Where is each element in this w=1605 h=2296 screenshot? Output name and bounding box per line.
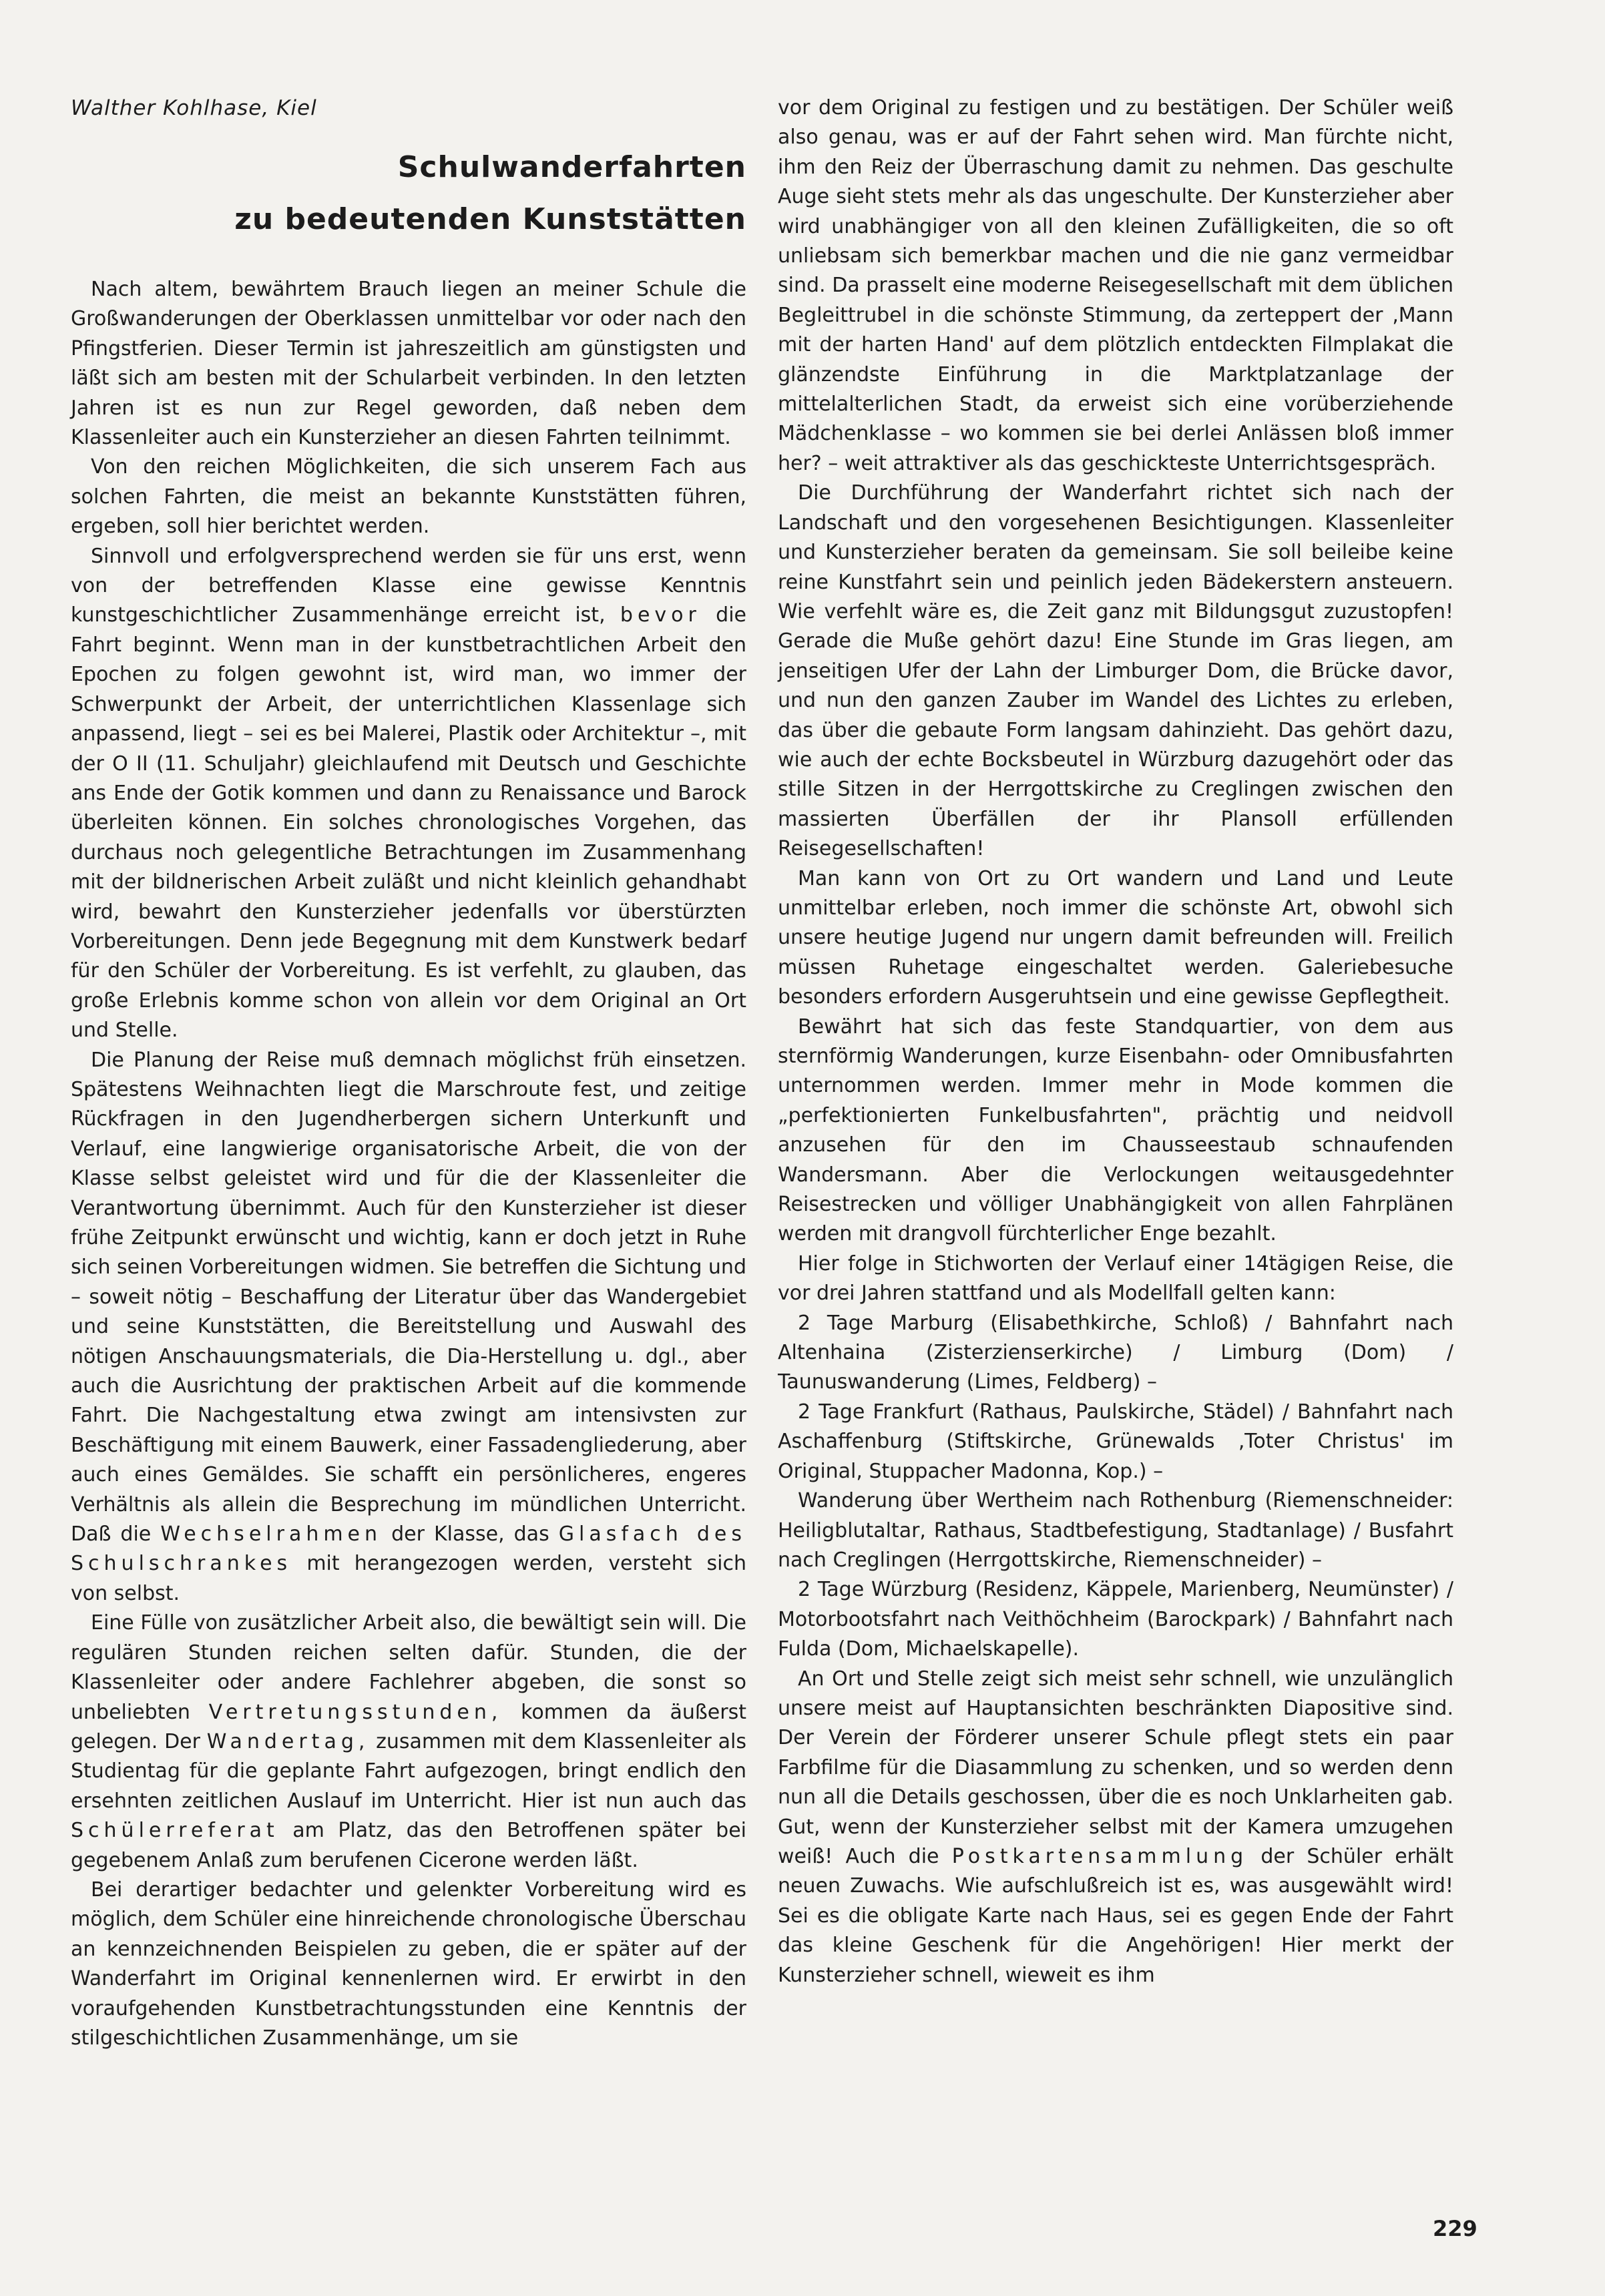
- right-column: [778, 93, 1453, 1990]
- text-run: zusammen mit dem Klassenleiter als Studientag für die geplante Fahrt aufgezogen, bringt endlich den ersehnten zeitlichen Auslauf im Unterricht. Hier ist nun auch das: [71, 1729, 746, 1813]
- page-number: 229: [1433, 2216, 1477, 2241]
- paragraph: Hier folge in Stichworten der Verlauf einer 14tägigen Reise, die vor drei Jahren stattfand und als Modellfall gelten kann:: [778, 1251, 1453, 1306]
- text-run: mit herangezogen werden, versteht sich von selbst.: [71, 1552, 746, 1605]
- paragraph: vor dem Original zu festigen und zu bestätigen. Der Schüler weiß also genau, was er auf der Fahrt sehen wird. Man fürchte nicht, ihm den Reiz der Überraschung damit zu nehmen. Das geschulte Auge sieht stets mehr als das ungeschulte. Der Kunsterzieher aber wird unabhängiger von all den kleinen Zufälligkeiten, die so oft unliebsam sich bemerkbar machen und die nie ganz vermeidbar sind. Da prasselt eine moderne Reisegesellschaft mit dem üblichen Begleittrubel in die schönste Stimmung, da zerteppert der ‚Mann mit der harten Hand' auf dem plötzlich entdeckten Filmplakat die glänzendste Einführung in die Marktplatzanlage der mittelalterlichen Stadt, da erweist sich eine vorüberziehende Mädchenklasse – wo kommen sie bei derlei Anlässen bloß immer her? – weit attraktiver als das geschickteste Unterrichtsgespräch.: [778, 96, 1453, 475]
- itinerary-item: Wanderung über Wertheim nach Rothenburg (Riemenschneider: Heiligblutaltar, Rathaus, Stadtbefestigung, Stadtanlage) / Busfahrt nach Creglingen (Herrgottskirche, Riemenschneider) –: [778, 1489, 1453, 1572]
- text-run: der Klasse, das: [391, 1522, 549, 1546]
- paragraph: Man kann von Ort zu Ort wandern und Land und Leute unmittelbar erleben, noch immer die schönste Art, obwohl sich unsere heutige Jugend nur ungern damit befreunden will. Freilich müssen Ruhetage eingeschaltet werden. Galeriebesuche besonders erfordern Ausgeruhtsein und eine gewisse Gepflegtheit.: [778, 866, 1453, 1009]
- spaced-emphasis: bevor: [620, 603, 701, 627]
- spaced-emphasis: Glasfach des Schulschrankes: [71, 1522, 746, 1576]
- paragraph: Nach altem, bewährtem Brauch liegen an meiner Schule die Großwanderungen der Oberklassen unmittelbar vor oder nach den Pfingstferien. Dieser Termin ist jahreszeitlich am günstigsten und läßt sich am besten mit der Schularbeit verbinden. In den letzten Jahren ist es nun zur Regel geworden, daß neben dem Klassenleiter auch ein Kunsterzieher an diesen Fahrten teilnimmt.: [71, 278, 746, 450]
- text-run: die Fahrt beginnt. Wenn man in der kunstbetrachtlichen Arbeit den Epochen zu folgen gewohnt ist, wird man, wo immer der Schwerpunkt der Arbeit, der unterrichtlichen Klassenlage sich anpassend, liegt – sei es bei Malerei, Plastik oder Architektur –, mit der O II (11. Schuljahr) gleichlaufend mit Deutsch und Geschichte ans Ende der Gotik kommen und dann zu Renaissance und Barock überleiten können. Ein solches chronologisches Vorgehen, das durchaus noch gelegentliche Betrachtungen im Zusammenhang mit der bildnerischen Arbeit zuläßt und nicht kleinlich gehandhabt wird, bewahrt den Kunsterzieher jedenfalls vor überstürzten Vorbereitungen. Denn jede Begegnung mit dem Kunstwerk bedarf für den Schüler der Vorbereitung. Es ist verfehlt, zu glauben, das große Erlebnis komme schon von allein vor dem Original an Ort und Stelle.: [71, 603, 746, 1043]
- left-column: [71, 93, 746, 2053]
- text-run: am Platz, das den Betroffenen später bei gegebenem Anlaß zum berufenen Cicerone werden läßt.: [71, 1819, 746, 1872]
- spaced-emphasis: Postkartensammlung: [951, 1844, 1248, 1868]
- spaced-emphasis: Vertretungsstunden,: [208, 1700, 503, 1724]
- text-run: An Ort und Stelle zeigt sich meist sehr schnell, wie unzulänglich unsere meist auf Hauptansichten beschränkten Diapositive sind. Der Verein der Förderer unserer Schule pflegt stets ein paar Farbfilme für die Diasammlung zu schenken, und so werden denn nun all die Details geschossen, über die es noch Unklarheiten gab. Gut, wenn der Kunsterzieher selbst mit der Kamera umzugehen weiß! Auch die: [778, 1667, 1453, 1868]
- paragraph: [71, 1609, 746, 1876]
- text-run: kommen da äußerst gelegen. Der: [71, 1700, 746, 1753]
- text-run: Die Planung der Reise muß demnach möglichst früh einsetzen. Spätestens Weihnachten liegt die Marschroute fest, und zeitige Rückfragen in den Jugendherbergen sichern Unterkunft und Verlauf, eine langwierige organisatorische Arbeit, die von der Klasse selbst geleistet wird und für die der Klassenleiter die Verantwortung übernimmt. Auch für den Kunsterzieher ist dieser frühe Zeitpunkt erwünscht und wichtig, kann er doch jetzt in Ruhe sich seinen Vorbereitungen widmen. Sie betreffen die Sichtung und – soweit nötig – Beschaffung der Literatur über das Wandergebiet und seine Kunststätten, die Bereitstellung und Auswahl des nötigen Anschauungsmaterials, die Dia-Herstellung u. dgl., aber auch die Ausrichtung der praktischen Arbeit auf die kommende Fahrt. Die Nachgestaltung etwa zwingt am intensivsten zur Beschäftigung mit einem Bauwerk, einer Fassadengliederung, aber auch eines Gemäldes. Sie schafft ein persönlicheres, engeres Verhältnis als allein die Besprechung im mündlichen Unterricht. Daß die: [71, 1048, 746, 1546]
- text-run: Sinnvoll und erfolgversprechend werden sie für uns erst, wenn von der betreffenden Klasse eine gewisse Kenntnis kunstgeschichtlicher Zusammenhänge erreicht ist,: [71, 544, 746, 627]
- paragraph: Bei derartiger bedachter und gelenkter Vorbereitung wird es möglich, dem Schüler eine hinreichende chronologische Überschau an kennzeichnenden Beispielen zu geben, die er später auf der Wanderfahrt im Original kennenlernen wird. Er erwirbt in den voraufgehenden Kunstbetrachtungsstunden eine Kenntnis der stilgeschichtlichen Zusammenhänge, um sie: [71, 1878, 746, 2050]
- paragraph: [71, 542, 746, 1046]
- spaced-emphasis: Wandertag,: [206, 1729, 370, 1753]
- itinerary-item: 2 Tage Frankfurt (Rathaus, Paulskirche, Städel) / Bahnfahrt nach Aschaffenburg (Stiftskirche, Grünewalds ‚Toter Christus' im Original, Stuppacher Madonna, Kop.) –: [778, 1400, 1453, 1483]
- text-run: der Schüler erhält neuen Zuwachs. Wie aufschlußreich ist es, was ausgewählt wird! Sei es die obligate Karte nach Haus, sei es gegen Ende der Fahrt das kleine Geschenk für die Angehörigen! Hier merkt der Kunsterzieher schnell, wieweit es ihm: [778, 1844, 1453, 1987]
- title-line-2: zu bedeutenden Kunststätten: [234, 202, 746, 236]
- author-byline: Walther Kohlhase, Kiel: [71, 96, 317, 120]
- paragraph: [71, 1046, 746, 1609]
- article-title: [71, 141, 746, 246]
- text-run: Eine Fülle von zusätzlicher Arbeit also, die bewältigt sein will. Die regulären Stunden reichen selten dafür. Stunden, die der Klassenleiter oder andere Fachlehrer abgeben, die sonst so unbeliebten: [71, 1611, 746, 1724]
- paragraph: [778, 1665, 1453, 1990]
- paragraph: Bewährt hat sich das feste Standquartier, von dem aus sternförmig Wanderungen, kurze Eisenbahn- oder Omnibusfahrten unternommen werden. Immer mehr in Mode kommen die „perfektionierten Funkelbusfahrten", prächtig und neidvoll anzusehen für den im Chausseestaub schnaufenden Wandersmann. Aber die Verlockungen weitausgedehnter Reisestrecken und völliger Unabhängigkeit von allen Fahrplänen werden mit drangvoll fürchterlicher Enge bezahlt.: [778, 1015, 1453, 1246]
- paragraph: Die Durchführung der Wanderfahrt richtet sich nach der Landschaft und den vorgesehenen Besichtigungen. Klassenleiter und Kunsterzieher beraten da gemeinsam. Sie soll beileibe keine reine Kunstfahrt sein und peinlich jeden Bädekerstern ansteuern. Wie verfehlt wäre es, die Zeit ganz mit Bildungsgut zuzustopfen! Gerade die Muße gehört dazu! Eine Stunde im Gras liegen, am jenseitigen Ufer der Lahn der Limburger Dom, die Brücke davor, und nun den ganzen Zauber im Wandel des Lichtes zu erleben, das über die gebaute Form langsam dahinzieht. Das gehört dazu, wie auch der echte Bocksbeutel in Würzburg dazugehört oder das stille Sitzen in der Herrgottskirche zu Creglingen zwischen den massierten Überfällen der ihr Plansoll erfüllenden Reisegesellschaften!: [778, 481, 1453, 861]
- spaced-emphasis: Wechselrahmen: [160, 1522, 383, 1546]
- paragraph: Von den reichen Möglichkeiten, die sich unserem Fach aus solchen Fahrten, die meist an bekannte Kunststätten führen, ergeben, soll hier berichtet werden.: [71, 455, 746, 539]
- spaced-emphasis: Schülerreferat: [71, 1819, 279, 1843]
- itinerary-item: 2 Tage Marburg (Elisabethkirche, Schloß) / Bahnfahrt nach Altenhaina (Zisterzienserkirche) / Limburg (Dom) / Taunuswanderung (Limes, Feldberg) –: [778, 1311, 1453, 1394]
- itinerary-item: 2 Tage Würzburg (Residenz, Käppele, Marienberg, Neumünster) / Motorbootsfahrt nach Veithöchheim (Barockpark) / Bahnfahrt nach Fulda (Dom, Michaelskapelle).: [778, 1578, 1453, 1661]
- title-line-1: Schulwanderfahrten: [397, 150, 746, 184]
